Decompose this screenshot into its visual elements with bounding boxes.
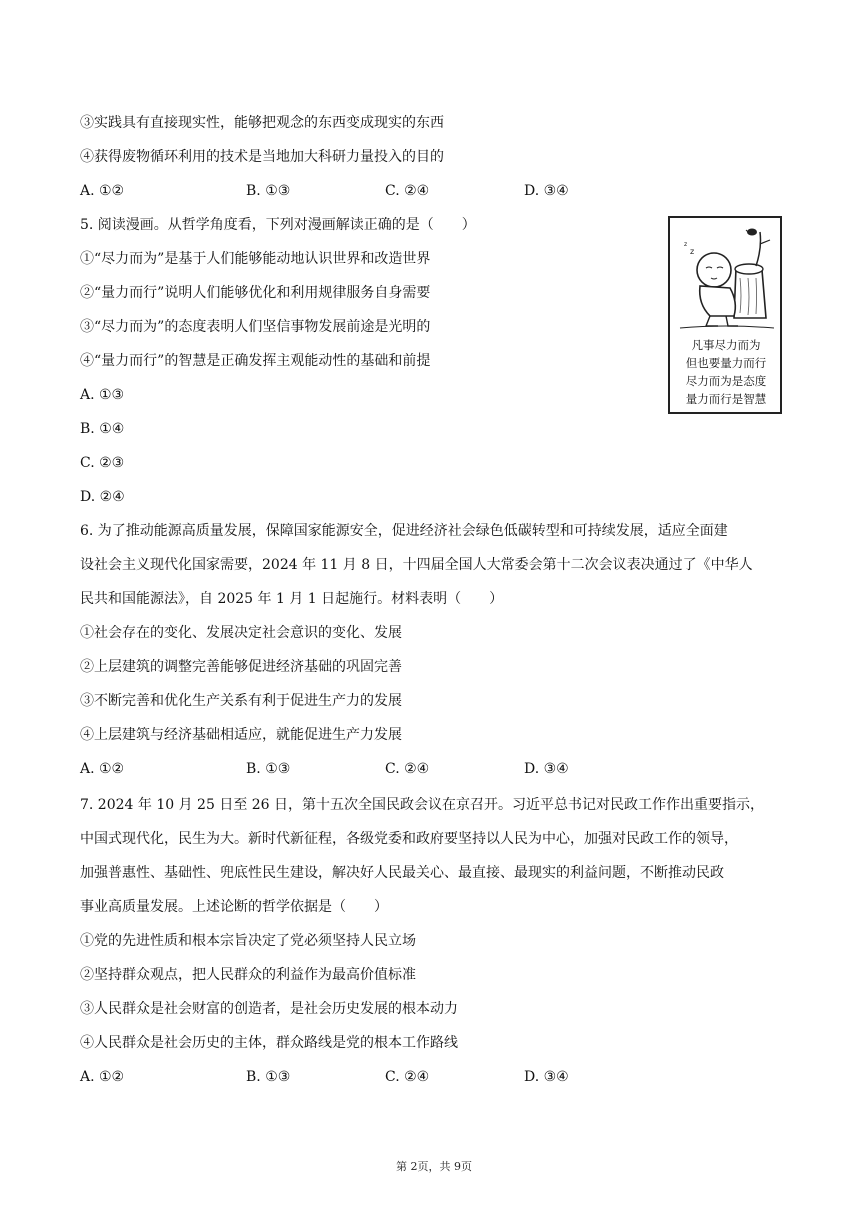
statement-line: ④获得废物循环利用的技术是当地加大科研力量投入的目的 <box>80 149 444 165</box>
statement-line: ②坚持群众观点，把人民群众的利益作为最高价值标准 <box>80 967 416 983</box>
caption-line: 凡事尽力而为 <box>691 338 761 352</box>
svg-text:z: z <box>684 241 688 248</box>
option-b[interactable]: B. ①④ <box>80 421 125 437</box>
statement-line: ①“尽力而为”是基于人们能够能动地认识世界和改造世界 <box>80 251 431 267</box>
option-b[interactable]: B. ①③ <box>246 1069 291 1085</box>
caption-line: 尽力而为是态度 <box>685 374 767 388</box>
caption-line: 量力而行是智慧 <box>685 392 767 406</box>
option-d[interactable]: D. ③④ <box>524 1069 569 1085</box>
question-5-stem: 5. 阅读漫画。从哲学角度看，下列对漫画解读正确的是（ ） <box>80 217 476 233</box>
statement-line: ②上层建筑的调整完善能够促进经济基础的巩固完善 <box>80 659 402 675</box>
cartoon-drawing <box>670 218 780 336</box>
question-7-stem: 7. 2024 年 10 月 25 日至 26 日，第十五次全国民政会议在京召开。习近平总书记对民政工作作出重要指示， <box>80 797 765 813</box>
option-d[interactable]: D. ③④ <box>524 183 569 199</box>
statement-line: ③“尽力而为”的态度表明人们坚信事物发展前途是光明的 <box>80 319 431 335</box>
statement-line: ①党的先进性质和根本宗旨决定了党必须坚持人民立场 <box>80 933 416 949</box>
option-a[interactable]: A. ①② <box>80 761 125 777</box>
statement-line: ④人民群众是社会历史的主体，群众路线是党的根本工作路线 <box>80 1035 458 1051</box>
cartoon-image <box>668 216 782 414</box>
option-b[interactable]: B. ①③ <box>246 761 291 777</box>
question-6-stem: 6. 为了推动能源高质量发展，保障国家能源安全，促进经济社会绿色低碳转型和可持续发展，适应全面建 <box>80 523 728 539</box>
option-a[interactable]: A. ①② <box>80 183 125 199</box>
option-d[interactable]: D. ②④ <box>80 489 125 505</box>
option-d[interactable]: D. ③④ <box>524 761 569 777</box>
option-c[interactable]: C. ②④ <box>385 761 430 777</box>
svg-text:z: z <box>690 247 695 256</box>
caption-line: 但也要量力而行 <box>685 356 767 370</box>
question-7-stem: 加强普惠性、基础性、兜底性民生建设，解决好人民最关心、最直接、最现实的利益问题，不断推动民政 <box>80 865 724 881</box>
statement-line: ④上层建筑与经济基础相适应，就能促进生产力发展 <box>80 727 402 743</box>
statement-line: ②“量力而行”说明人们能够优化和利用规律服务自身需要 <box>80 285 431 301</box>
statement-line: ③实践具有直接现实性，能够把观念的东西变成现实的东西 <box>80 115 444 131</box>
question-7-stem: 中国式现代化，民生为大。新时代新征程，各级党委和政府要坚持以人民为中心，加强对民政工作的领导， <box>80 831 738 847</box>
option-c[interactable]: C. ②④ <box>385 1069 430 1085</box>
page-footer: 第 2页，共 9页 <box>396 1160 472 1173</box>
question-7-stem: 事业高质量发展。上述论断的哲学依据是（ ） <box>80 899 388 915</box>
option-b[interactable]: B. ①③ <box>246 183 291 199</box>
cartoon-caption <box>676 336 776 408</box>
statement-line: ③不断完善和优化生产关系有利于促进生产力的发展 <box>80 693 402 709</box>
statement-line: ④“量力而行”的智慧是正确发挥主观能动性的基础和前提 <box>80 353 431 369</box>
option-c[interactable]: C. ②③ <box>80 455 125 471</box>
option-a[interactable]: A. ①③ <box>80 387 125 403</box>
statement-line: ①社会存在的变化、发展决定社会意识的变化、发展 <box>80 625 402 641</box>
option-a[interactable]: A. ①② <box>80 1069 125 1085</box>
question-6-stem: 设社会主义现代化国家需要，2024 年 11 月 8 日，十四届全国人大常委会第十二次会议表决通过了《中华人 <box>80 557 753 573</box>
statement-line: ③人民群众是社会财富的创造者，是社会历史发展的根本动力 <box>80 1001 458 1017</box>
option-c[interactable]: C. ②④ <box>385 183 430 199</box>
question-6-stem: 民共和国能源法》，自 2025 年 1 月 1 日起施行。材料表明（ ） <box>80 591 504 607</box>
